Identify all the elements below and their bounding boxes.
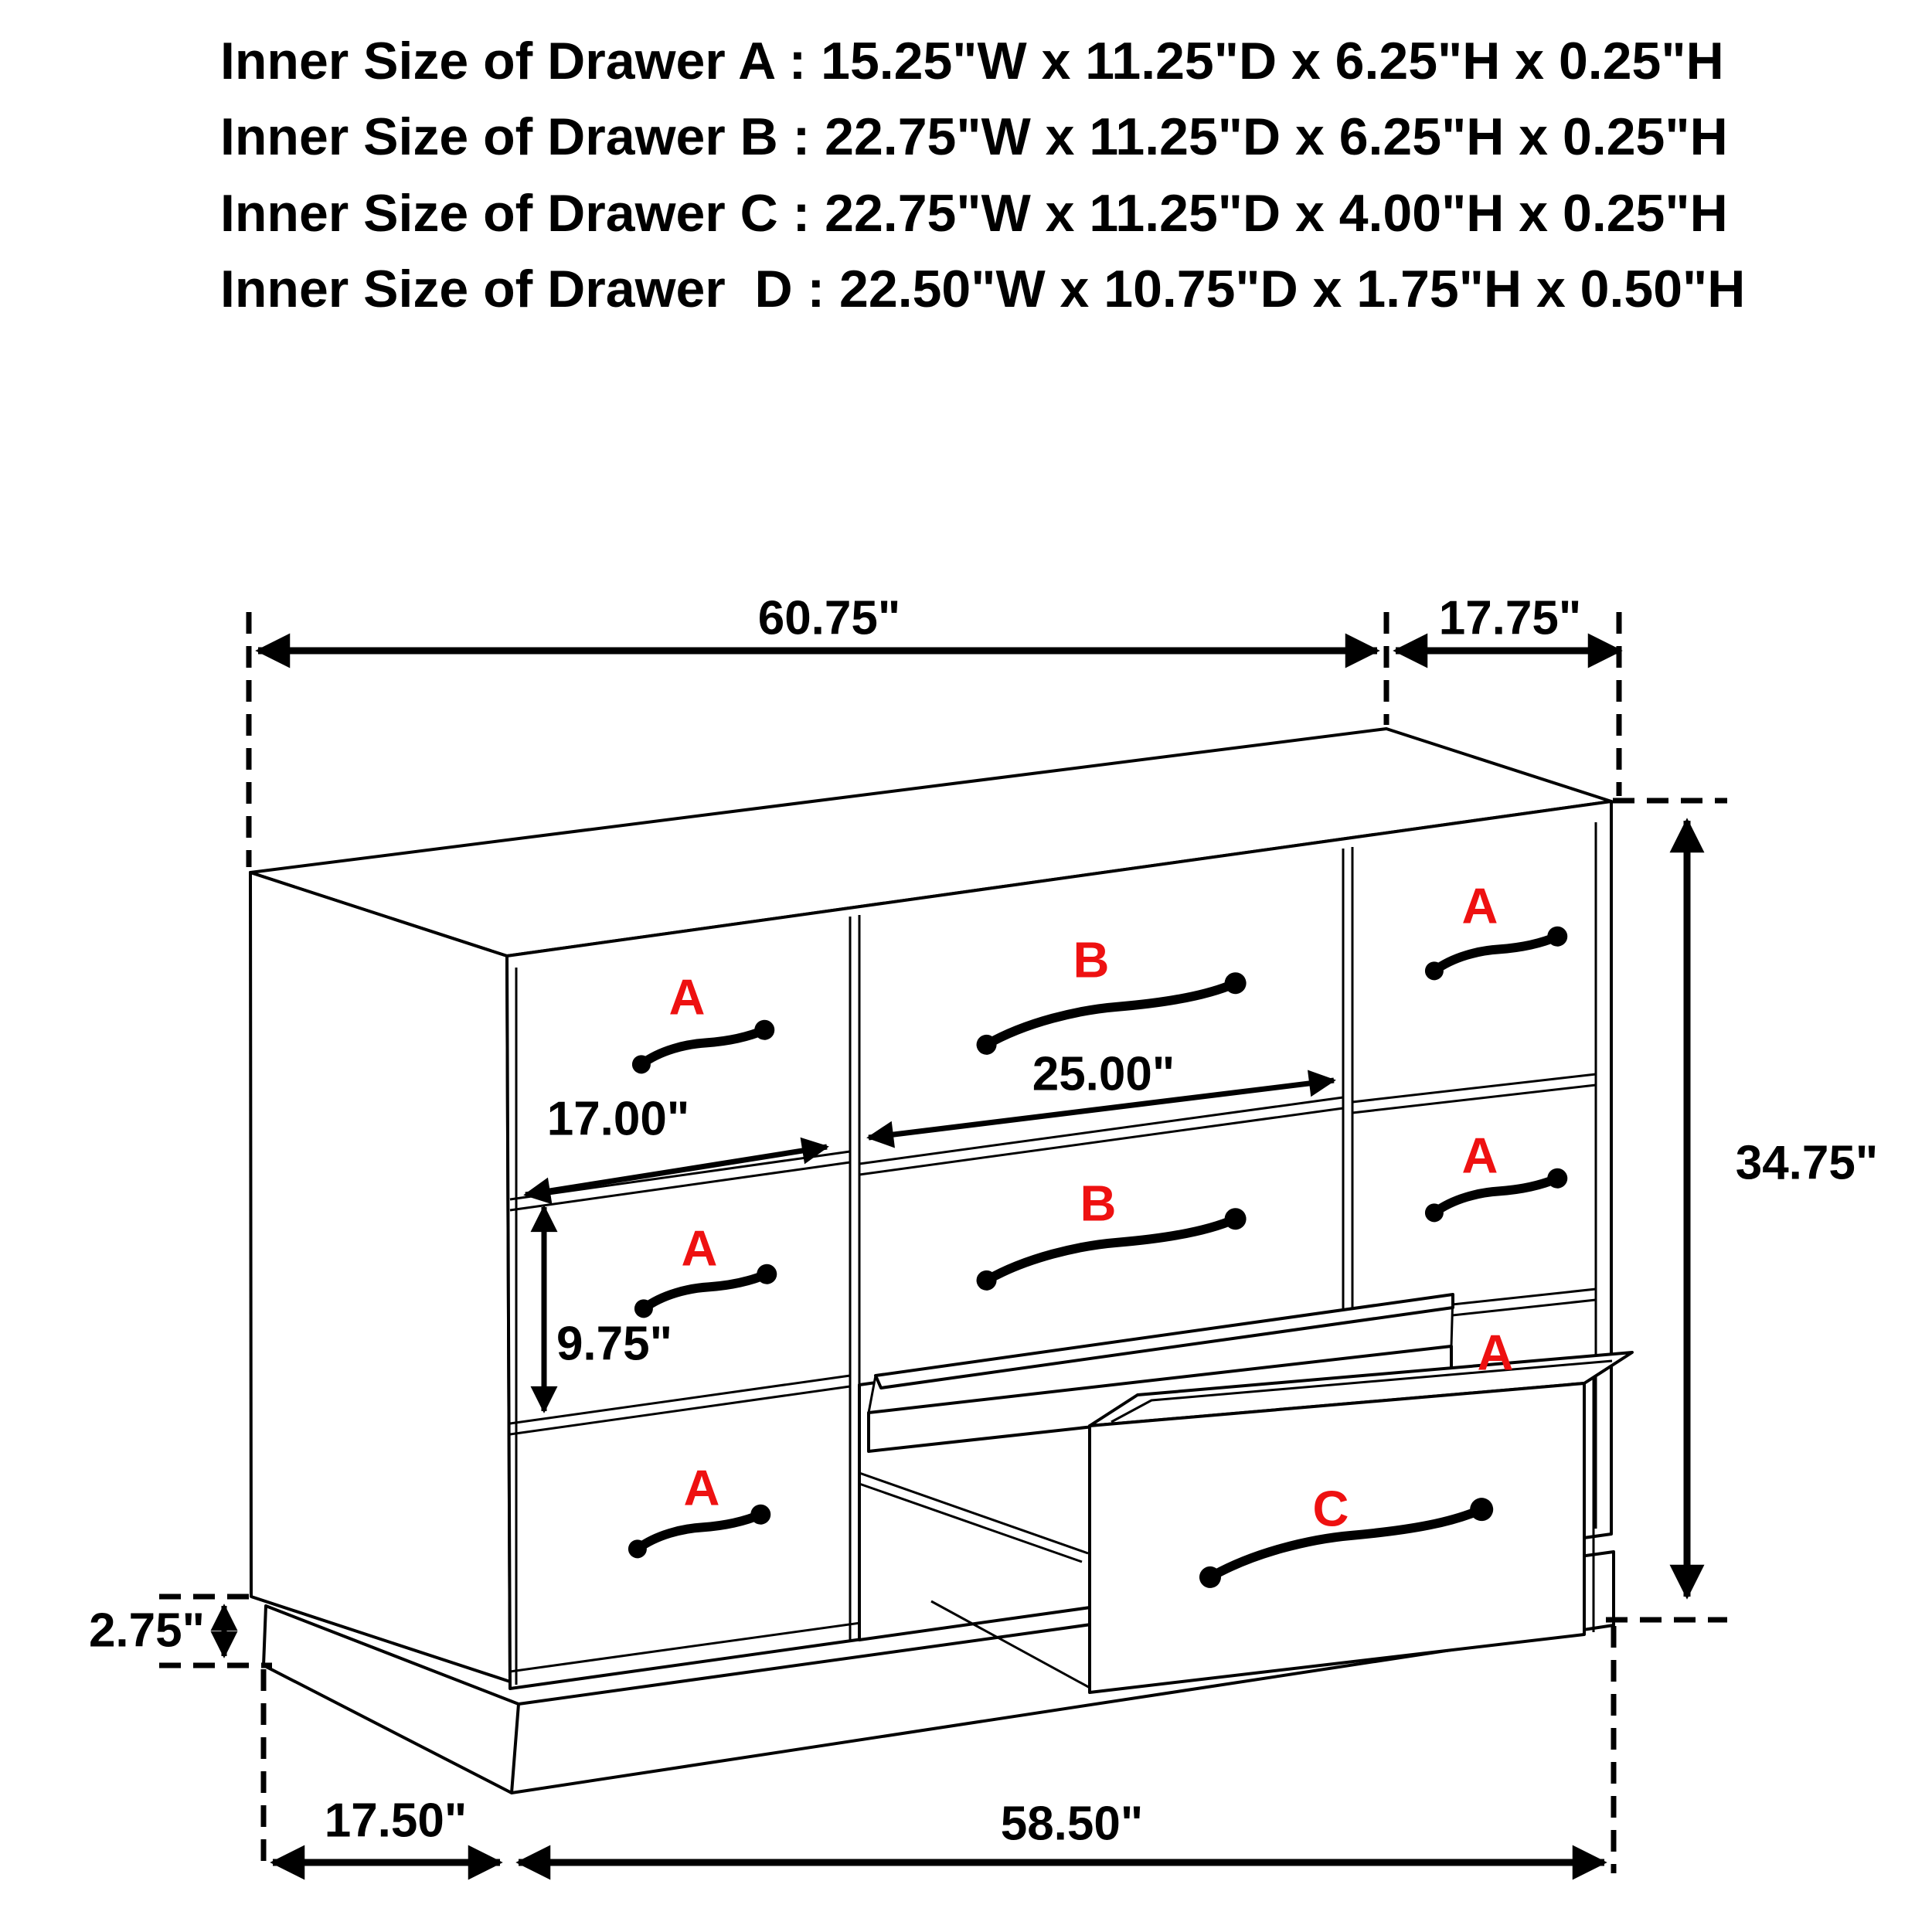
drawer-c-label: C [1312,1480,1349,1537]
dim-overall-height [1687,821,1878,1597]
drawer-a2-right-label: A [1461,1127,1498,1184]
drawer-a2-left-label: A [681,1219,718,1277]
dim-base-height [89,1604,224,1658]
dim-drawer-b-width-value: 25.00" [1032,1047,1175,1101]
spec-line-drawer-b: Inner Size of Drawer B : 22.75"W x 11.25"D x 6.25"H x 0.25"H [220,107,1728,166]
dim-top-depth [1396,592,1620,651]
dim-top-width-value: 60.75" [757,591,901,645]
dim-base-height-value: 2.75" [88,1604,206,1658]
dim-top-depth-value: 17.75" [1438,591,1582,645]
drawer-b2-label: B [1080,1175,1117,1232]
spec-line-drawer-a: Inner Size of Drawer A : 15.25"W x 11.25"D x 6.25"H x 0.25"H [220,32,1724,90]
dim-drawer-a-height-value: 9.75" [556,1317,673,1371]
dim-base-depth-value: 17.50" [324,1794,468,1848]
drawer-a3-right-label: A [1477,1324,1514,1381]
dim-base-width [519,1798,1604,1863]
dim-base-depth [273,1794,500,1863]
spec-line-drawer-d: Inner Size of Drawer D : 22.50"W x 10.75"D x 1.75"H x 0.50"H [220,260,1746,318]
dim-overall-height-value: 34.75" [1735,1136,1879,1190]
spec-header [220,32,1745,318]
dim-drawer-a-width-value: 17.00" [546,1092,690,1146]
drawer-c-open [1090,1352,1632,1692]
dim-base-width-value: 58.50" [1000,1797,1144,1851]
dresser-left-side-panel [250,872,510,1682]
drawer-a1-left-label: A [668,968,706,1026]
spec-line-drawer-c: Inner Size of Drawer C : 22.75"W x 11.25"D x 4.00"H x 0.25"H [220,184,1728,243]
dim-top-width [258,592,1377,651]
drawer-b1-label: B [1073,931,1110,988]
drawer-a3-left-label: A [683,1459,720,1516]
drawer-a1-right-label: A [1461,877,1498,934]
